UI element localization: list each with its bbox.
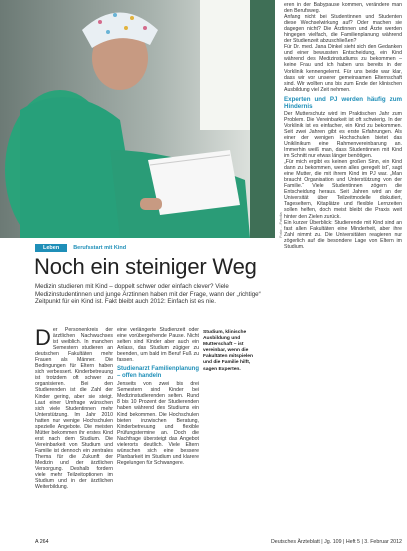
- page-footer: [35, 539, 402, 545]
- page-number: A 264: [35, 539, 49, 545]
- hero-photo: [0, 0, 275, 238]
- article-headline: Noch ein steiniger Weg: [34, 254, 257, 279]
- right-subheading: Experten und PJ werden häufig zum Hindernis: [284, 95, 402, 110]
- section-label: Berufsstart mit Kind: [73, 245, 127, 251]
- doctor-illustration: [0, 0, 275, 238]
- right-paragraph: „Für mich ergibt es keinen großen Sinn, ein Kind dann zu bekommen, wenn alles geregelt ist“, sagt eine Mutter, die mit ihrem Kind im PJ war. „Man braucht Organisation und Unterstützung von der Familie.“ Viele Studentinnen zögern die Entscheidung heraus. Seit Jahren wird an der Universität über Teilzeitmodelle diskutiert, Tageseltern, Kitaplätze und flexible Lernzeiten sollen helfen, doch meist bleibt die Praxis weit hinter den Zielen zurück.: [284, 159, 402, 220]
- right-paragraph: eren in der Babypause kommen, verändere man den Berufsweg.: [284, 2, 402, 15]
- rubric: [35, 244, 126, 252]
- body-text: er Personenkreis der ärztlichen Nachwuchses ist weiblich. In manchen Semestern studieren an deutschen Fakultäten mehr Frauen als Männer. Die Bedingungen für Eltern haben sich verbessert. Kinderbetreuung ist trotzdem oft schwer zu organisieren. Bei den Studierenden ist die Zahl der Kinder gering, aber sie steigt. Laut einer Umfrage wünschen sich viele Studentinnen mehr Unterstützung. Im Jahr 2010 hatten nur wenige Hochschulen spezielle Angebote. Die meisten Mütter bekommen ihr erstes Kind erst nach dem Studium. Die Vereinbarkeit von Studium und Familie ist dennoch ein zentrales Thema für die Zukunft der Medizin und der ärztlichen Versorgung. Deshalb fordern viele mehr Teilzeitoptionen im Studium und in der ärztlichen Weiterbildung.: [35, 327, 113, 491]
- body-column-2: [117, 327, 199, 466]
- body-column-1: [35, 327, 113, 490]
- photo-credit: Foto: ...Fotolia: [278, 212, 283, 238]
- right-paragraph: Der Mutterschutz wird im Praktischen Jahr zum Problem. Die Vereinbarkeit ist oft schwierig. In der Vorklinik ist es einfacher, ein Kind zu bekommen. Seit zwei Jahren gibt es erste Erfahrungen. Als einer der wenigen Hochschulen bietet das Uniklinikum eine Rahmenvereinbarung an. Immerhin weiß man, dass Studentinnen mit Kind im Schnitt nur etwas länger benötigen.: [284, 110, 402, 160]
- article-teaser: Medizin studieren mit Kind – doppelt schwer oder einfach clever? Viele Medizinstudentinnen und junge Ärztinnen haben mit der Frage, wann der „richtige“ Zeitpunkt für ein Kind ist. Fakt bleibt auch 2012: Einfach ist es nie.: [35, 283, 261, 306]
- body-text: eine verlängerte Studienzeit oder eine vorübergehende Pause. Nicht selten sind Kinder aber auch ein Anlass, das Studium zügiger zu beenden, um bald im Beruf Fuß zu fassen.: [117, 327, 199, 364]
- side-note: Studium, klinische Ausbildung und Mutterschaft – ist vereinbar, wenn die Fakultäten mitspielen und die Familie hilft, sagen Experten.: [203, 330, 254, 372]
- right-paragraph: Für Dr. med. Jana Dinkel sieht sich den Gedanken und einer bewussten Entscheidung, ein Kind während des Medizinstudiums zu bekommen – keine Frau und ich haben uns bereits in der Vorklinik kennengelernt. Für uns beide war klar, dass wir vor unserer gemeinsamen Elternschaft sind. Wir wollten uns bis zum Ende der klinischen Ausbildung viel Zeit nehmen.: [284, 44, 402, 93]
- right-paragraph: Ein kurzer Überblick: Studierende mit Kind sind an fast allen Fakultäten eine Minderheit, aber ihre Zahl nimmt zu. Die Universitäten reagieren nur zögerlich auf die besondere Lage von Eltern im Studium.: [284, 219, 402, 250]
- right-column: [284, 2, 402, 250]
- right-paragraph: Anfang nicht bei Studentinnen und Studenten diese Wechselwirkung auf? Oder machen sie dagegen nicht? Die Ärztinnen und Ärzte werden hingegen vielfach, die Familienplanung während der Studienzeit abzuschließen?: [284, 14, 402, 45]
- drop-cap: D: [35, 325, 51, 350]
- section-tag: Leben: [35, 244, 67, 252]
- journal-info: Deutsches Ärzteblatt | Jg. 109 | Heft 5 | 3. Februar 2012: [270, 539, 402, 545]
- body-subheading: Studienarzt Familienplanung – offen handeln: [117, 366, 200, 380]
- body-text: Jenseits von zwei bis drei Semestern sind Kinder bei Medizinstudierenden selten. Rund 8 bis 10 Prozent der Studierenden haben während des Studiums ein Kind bekommen. Die Hochschulen bieten inzwischen Beratung, Kinderbetreuung und flexible Prüfungstermine an. Doch die Nachfrage übersteigt das Angebot vielerorts deutlich. Viele Eltern wünschen sich eine bessere Planbarkeit im Studium und klarere Regelungen für Schwangere.: [117, 381, 199, 466]
